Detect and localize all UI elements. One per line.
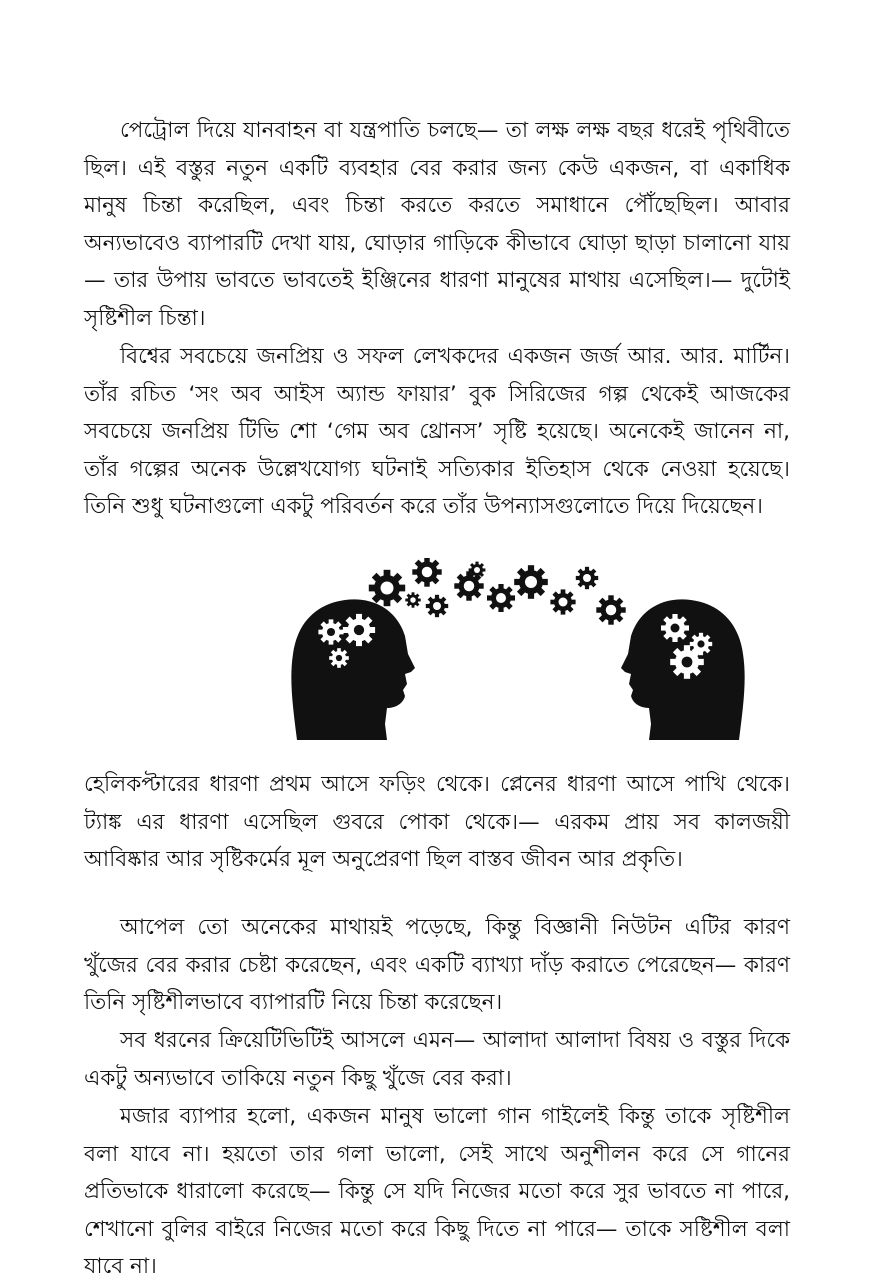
right-head-silhouette [621,599,745,740]
two-heads-gears-illustration [287,558,749,748]
left-head-silhouette [291,599,415,740]
paragraph-singing: মজার ব্যাপার হলো, একজন মানুষ ভালো গান গাইলেই কিন্তু তাকে সৃষ্টিশীল বলা যাবে না। হয়তো তার গলা ভালো, সেই সাথে অনুশীলন করে সে গানের প্রতিভাকে ধারালো করেছে— কিন্তু সে যদি নিজের মতো করে সুর ভাবতে না পারে, শেখানো বুলির বাইরে নিজের মতো করে কিছু দিতে না পারে— তাকে সষ্টিশীল বলা যাবে না। [84,1104,790,1280]
floating-gears [369,558,626,625]
paragraph-newton: আপেল তো অনেকের মাথায়ই পড়েছে, কিন্তু বিজ্ঞানী নিউটন এটির কারণ খুঁজের বের করার চেষ্টা করেছেন, এবং একটি ব্যাখ্যা দাঁড় করাতে পেরেছেন— কারণ তিনি সৃষ্টিশীলভাবে ব্যাপারটি নিয়ে চিন্তা করেছেন। [84,915,790,1016]
paragraph-creativity: সব ধরনের ক্রিয়েটিভিটিই আসলে এমন— আলাদা আলাদা বিষয় ও বস্তুর দিকে একটু অন্যভাবে তাকিয়ে নতুন কিছু খুঁজে বের করা। [84,1028,790,1091]
paragraph-george-rr-martin: বিশ্বের সবচেয়ে জনপ্রিয় ও সফল লেখকদের একজন জর্জ আর. আর. মার্টিন। তাঁর রচিত ‘সং অব আইস অ্যান্ড ফায়ার’ বুক সিরিজের গল্প থেকেই আজকের সবচেয়ে জনপ্রিয় টিভি শো ‘গেম অব থ্রোনস’ সৃষ্টি হয়েছে। অনেকেই জানেন না, তাঁর গল্পের অনেক উল্লেখযোগ্য ঘটনাই সত্যিকার ইতিহাস থেকে নেওয়া হয়েছে। তিনি শুধু ঘটনাগুলো একটু পরিবর্তন করে তাঁর উপন্যাসগুলোতে দিয়ে দিয়েছেন। [84,344,790,520]
paragraph-petrol: পেট্রোল দিয়ে যানবাহন বা যন্ত্রপাতি চলছে— তা লক্ষ লক্ষ বছর ধরেই পৃথিবীতে ছিল। এই বস্তুর নতুন একটি ব্যবহার বের করার জন্য কেউ একজন, বা একাধিক মানুষ চিন্তা করেছিল, এবং চিন্তা করতে করতে সমাধানে পৌঁছেছিল। আবার অন্যভাবেও ব্যাপারটি দেখা যায়, ঘোড়ার গাড়িকে কীভাবে ঘোড়া ছাড়া চালানো যায়— তার উপায় ভাবতে ভাবতেই ইঞ্জিনের ধারণা মানুষের মাথায় এসেছিল।— দুটোই সৃষ্টিশীল চিন্তা। [84,118,790,331]
paragraph-helicopter: হেলিকপ্টারের ধারণা প্রথম আসে ফড়িং থেকে। প্লেনের ধারণা আসে পাখি থেকে। ট্যাঙ্ক এর ধারণা এসেছিল গুবরে পোকা থেকে।— এরকম প্রায় সব কালজয়ী আবিষ্কার আর সৃষ্টিকর্মের মূল অনুপ্রেরণা ছিল বাস্তব জীবন আর প্রকৃতি। [84,772,790,873]
